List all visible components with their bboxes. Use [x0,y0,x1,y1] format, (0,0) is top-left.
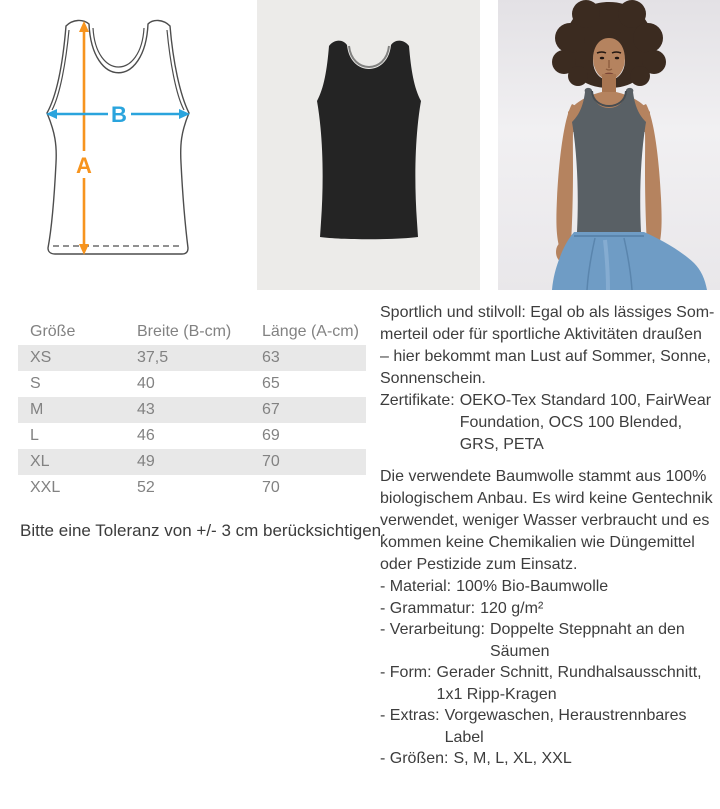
cell-size: XL [30,453,50,470]
cell-width: 37,5 [137,349,169,366]
product-description [380,302,715,770]
detail-label: - Material: [380,578,452,595]
table-row [18,449,366,475]
detail-value: Doppelte Steppnaht an den Säumen [489,621,685,660]
size-diagram-image [0,0,230,290]
detail-value: 120 g/m² [480,599,544,617]
hair-curl-2 [633,23,663,53]
detail-value: S, M, L, XL, XXL [453,750,572,767]
cell-width: 49 [137,453,155,470]
cell-size: S [30,375,41,392]
certificates-label: Zertifikate: [380,392,455,409]
cell-width: 43 [137,401,155,418]
hair-curl-8 [630,66,650,86]
hair-curl-3 [572,0,600,28]
size-table [18,318,366,501]
cell-width: 52 [137,479,155,496]
model-eye-right [615,57,619,60]
measure-label-b: B [111,102,127,127]
cell-length: 69 [262,427,280,444]
cell-length: 65 [262,375,280,392]
column-header-size: Größe [30,322,76,340]
hair-curl-4 [618,0,646,28]
measure-label-a: A [76,153,92,178]
model-photo-grey-tank-top [498,0,720,290]
detail-label: - Verarbeitung: [380,621,485,638]
list-item [380,705,715,748]
table-row [18,371,366,397]
detail-value: Vorgewaschen, Heraustrennbares Label [444,707,687,746]
cell-size: XS [30,349,52,366]
model-illustration [498,0,720,290]
cell-size: L [30,427,39,444]
cell-length: 63 [262,349,280,366]
cell-width: 46 [137,427,155,444]
tolerance-note: Bitte eine Toleranz von +/- 3 cm berücksichtigen. [20,521,386,540]
detail-value: Gerader Schnitt, Rundhalsausschnitt, 1x1 Ripp-Kragen [436,664,702,703]
neck-rib-line [93,28,144,67]
size-table-header-row [18,318,366,345]
intro-paragraph: Sportlich und stilvoll: Egal ob als lässiges Sommerteil oder für sportliche Aktivitäten draußen – hier bekommt man Lust auf Sommer, Sonne, Sonnenschein. [380,304,715,387]
detail-label: - Extras: [380,707,440,724]
list-item [380,619,715,662]
list-item [380,576,715,598]
tank-outline [47,20,189,254]
certificates-paragraph [380,390,715,456]
model-eye-left [600,57,604,60]
black-tank-silhouette [317,41,421,240]
cell-size: XXL [30,479,61,496]
list-item [380,748,715,770]
column-header-width: Breite (B-cm) [137,322,232,340]
cell-width: 40 [137,375,155,392]
model-tank-top [572,88,646,232]
list-item [380,598,715,620]
hair-curl-7 [568,66,588,86]
detail-label: - Größen: [380,750,449,767]
detail-label: - Form: [380,664,432,681]
detail-value: 100% Bio-Baumwolle [456,578,609,595]
hair-curl-1 [555,23,585,53]
table-row [18,397,366,423]
cell-size: M [30,401,44,418]
detail-label: - Grammatur: [380,599,476,617]
column-header-length: Länge (A-cm) [262,322,359,340]
cell-length: 70 [262,453,280,470]
table-row [18,345,366,371]
cotton-info-paragraph: Die verwendete Baumwolle stammt aus 100% biologischem Anbau. Es wird keine Gentechnik verwendet, weniger Wasser verbraucht und es kommen keine Chemikalien wie Düngemittel oder Pestizide zum Einsatz. [380,468,713,573]
product-details-list [380,576,715,770]
cell-length: 70 [262,479,280,496]
list-item [380,662,715,705]
product-photo-black-tank-top [257,0,480,290]
certificates-list: OEKO-Tex Standard 100, FairWear Foundation, OCS 100 Blended, GRS, PETA [459,392,712,453]
black-tank-top-image [257,0,480,290]
table-row [18,423,366,449]
cell-length: 67 [262,401,280,418]
tank-top-measurement-diagram [0,0,230,290]
table-row [18,475,366,501]
